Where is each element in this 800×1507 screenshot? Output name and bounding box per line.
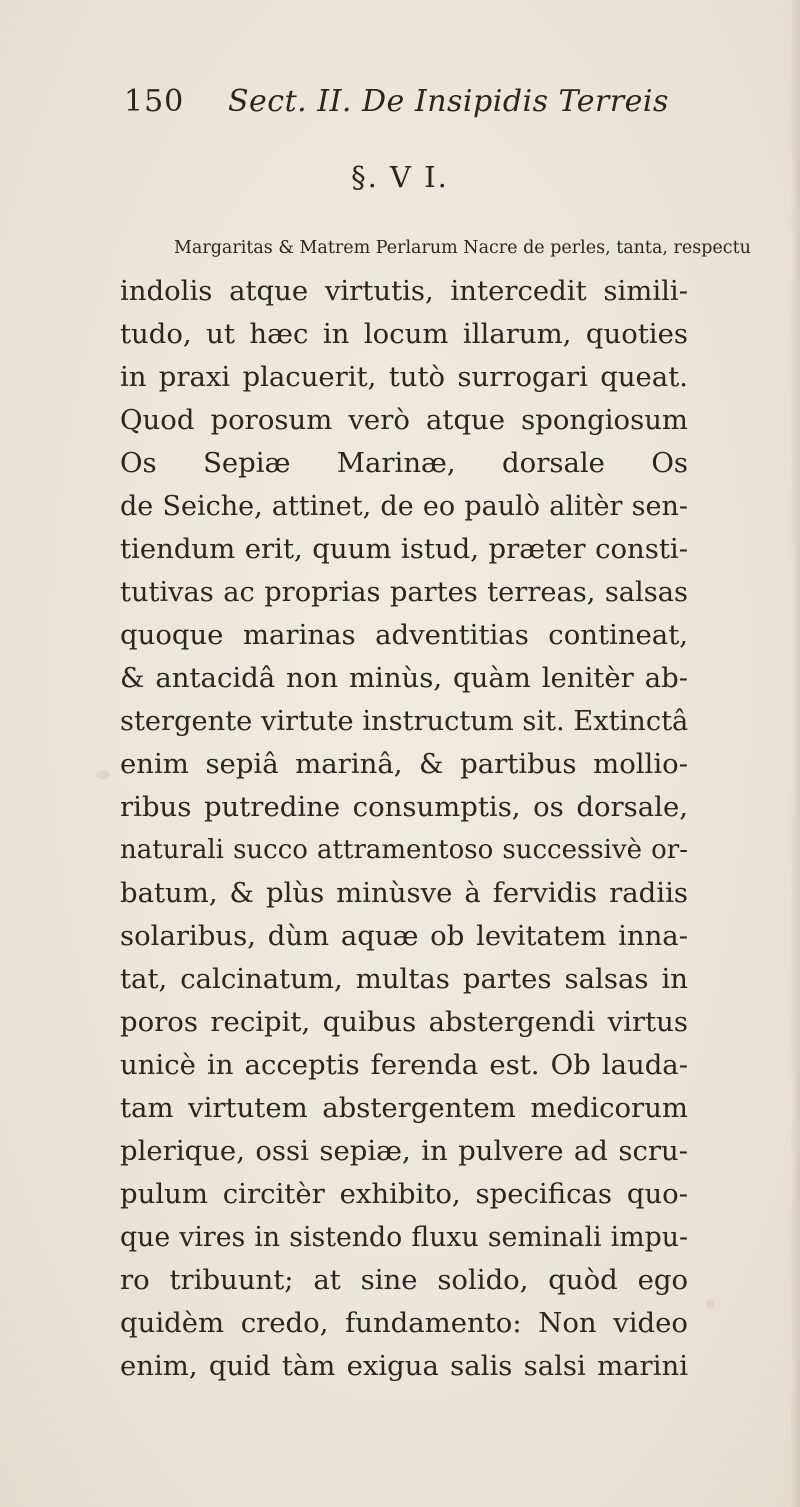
text-line: unicè in acceptis ferenda est. Ob lauda- — [120, 1049, 688, 1081]
text-line: quidèm credo, fundamento: Non video — [120, 1307, 688, 1339]
text-line: Quod porosum verò atque spongiosum — [120, 404, 688, 436]
text-line: indolis atque virtutis, intercedit simili- — [120, 275, 688, 307]
text-line: tutivas ac proprias partes terreas, salsas — [120, 577, 688, 608]
text-line: tam virtutem abstergentem medicorum — [120, 1092, 688, 1124]
text-line: pulum circitèr exhibito, specificas quo- — [120, 1178, 688, 1210]
text-line: in praxi placuerit, tutò surrogari queat. — [120, 361, 688, 393]
text-line: batum, & plùs minùsve à fervidis radiis — [120, 877, 688, 909]
text-line: ro tribuunt; at sine solido, quòd ego — [120, 1264, 688, 1296]
text-line: stergente virtute instructum sit. Extinctâ — [120, 706, 689, 737]
text-line: naturali succo attramentoso successivè or- — [120, 835, 688, 865]
text-line: quoque marinas adventitias contineat, — [120, 619, 688, 651]
ink-speck — [706, 1300, 714, 1308]
text-line: Margaritas & Matrem Perlarum Nacre de perles, tanta, respectu — [174, 238, 751, 258]
text-line: tat, calcinatum, multas partes salsas in — [120, 963, 688, 995]
page-number: 150 — [124, 84, 185, 119]
running-head: Sect. II. De Insipidis Terreis — [228, 84, 669, 119]
text-line: enim sepiâ marinâ, & partibus mollio- — [120, 748, 688, 780]
body-paragraph — [120, 227, 751, 1388]
ink-speck — [96, 770, 110, 780]
text-line: tiendum erit, quum istud, præter consti- — [120, 533, 688, 565]
text-line: solaribus, dùm aquæ ob levitatem inna- — [120, 920, 688, 952]
text-line: enim, quid tàm exigua salis salsi marini — [120, 1350, 688, 1382]
text-line: ribus putredine consumptis, os dorsale, — [120, 791, 688, 823]
text-line: de Seiche, attinet, de eo paulò alitèr sen- — [120, 491, 688, 522]
page-header — [124, 84, 684, 134]
page-edge-shadow — [790, 0, 800, 1507]
text-line: plerique, ossi sepiæ, in pulvere ad scru- — [120, 1135, 688, 1167]
text-line: tudo, ut hæc in locum illarum, quoties — [120, 318, 688, 350]
text-line: poros recipit, quibus abstergendi virtus — [120, 1006, 688, 1038]
text-line: & antacidâ non minùs, quàm lenitèr ab- — [120, 662, 688, 694]
text-line: que vires in sistendo fluxu seminali impu- — [120, 1222, 688, 1253]
text-line: Os Sepiæ Marinæ, dorsale Os — [120, 447, 688, 479]
section-heading: §. V I. — [351, 160, 449, 194]
